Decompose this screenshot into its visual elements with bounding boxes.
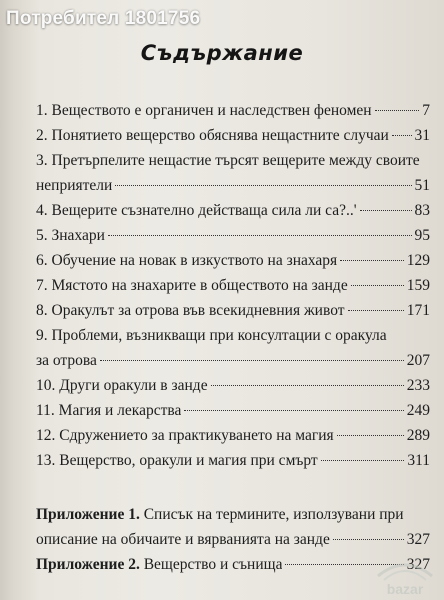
toc-entry-12 — [36, 423, 430, 448]
toc-entry-page: 249 — [406, 402, 430, 419]
toc-entry-page: 31 — [414, 127, 430, 144]
toc-entry-page: 207 — [406, 352, 430, 369]
toc-entry-page: 129 — [406, 252, 430, 269]
toc-entry-7 — [36, 273, 430, 298]
toc-entry-title: 11. Магия и лекарства — [36, 402, 182, 419]
toc-entry-page: 95 — [414, 227, 430, 244]
toc-entry-1 — [36, 98, 430, 123]
toc-entry-title: 6. Обучение на новак в изкуството на знахаря — [36, 252, 338, 269]
toc-entry-10 — [36, 373, 430, 398]
toc-entry-title: 8. Оракулът за отрова във всекидневния живот — [36, 302, 345, 319]
appendix-title-line2: описание на обичаите и вярванията на занде — [36, 531, 330, 548]
toc-entry-title: 7. Мястото на знахарите в обществото на занде — [36, 277, 348, 294]
toc-entry-title-line2: неприятели — [36, 177, 113, 194]
toc-entry-6 — [36, 248, 430, 273]
appendix-entry-1 — [36, 502, 430, 552]
toc-entry-page: 233 — [406, 377, 430, 394]
table-of-contents — [36, 98, 430, 473]
bazar-logo-icon — [370, 546, 440, 598]
toc-entry-title: 2. Понятието вещерство обяснява нещастните случаи — [36, 127, 389, 144]
dot-leader — [340, 260, 404, 261]
page-title: Съдържание — [140, 41, 304, 65]
toc-entry-8 — [36, 298, 430, 323]
toc-entry-title: 13. Вещерство, оракули и магия при смърт — [36, 452, 318, 469]
toc-entry-page: 171 — [406, 302, 430, 319]
appendix-page: 327 — [406, 531, 430, 548]
toc-entry-title: 12. Сдружението за практикуването на магия — [36, 427, 334, 444]
toc-entry-title-line1: 3. Претърпелите нещастие търсят вещерите между своите — [36, 152, 420, 169]
toc-entry-title-line2: за отрова — [36, 352, 97, 369]
toc-entry-9 — [36, 323, 430, 373]
dot-leader — [321, 460, 405, 461]
appendix-title-line1: Списък на термините, използувани при — [139, 506, 404, 523]
appendix-label: Приложение 2. — [36, 556, 140, 573]
toc-entry-5 — [36, 223, 430, 248]
toc-entry-title: 1. Веществото е органичен и наследствен феномен — [36, 102, 372, 119]
toc-entry-3 — [36, 148, 430, 198]
toc-entry-title: 5. Знахари — [36, 227, 105, 244]
toc-entry-2 — [36, 123, 430, 148]
toc-entry-page: 159 — [406, 277, 430, 294]
toc-entry-title-line1: 9. Проблеми, възникващи при консултации с оракула — [36, 327, 387, 344]
toc-entry-title: 4. Вещерите съзнателно действаща сила ли са?..' — [36, 202, 357, 219]
dot-leader — [100, 360, 404, 361]
appendix-page: 327 — [406, 556, 430, 573]
dot-leader — [375, 110, 420, 111]
dot-leader — [115, 185, 411, 186]
sticker-text: bazar — [386, 581, 424, 597]
dot-leader — [337, 435, 404, 436]
dot-leader — [348, 310, 404, 311]
toc-entry-page: 7 — [422, 102, 430, 119]
toc-entry-page: 51 — [414, 177, 430, 194]
dot-leader — [108, 235, 412, 236]
dot-leader — [351, 285, 404, 286]
dot-leader — [333, 539, 404, 540]
dot-leader — [184, 410, 403, 411]
toc-entry-page: 311 — [407, 452, 430, 469]
user-watermark: Потребител 1801756 — [6, 8, 201, 29]
dot-leader — [360, 210, 412, 211]
appendix-title: Вещерство и сънища — [139, 556, 283, 573]
appendix-label: Приложение 1. — [36, 506, 140, 523]
toc-entry-13 — [36, 448, 430, 473]
toc-entry-page: 289 — [406, 427, 430, 444]
dot-leader — [211, 385, 404, 386]
toc-entry-title: 10. Други оракули в занде — [36, 377, 208, 394]
toc-entry-11 — [36, 398, 430, 423]
toc-entry-page: 83 — [414, 202, 430, 219]
dot-leader — [392, 135, 412, 136]
toc-entry-4 — [36, 198, 430, 223]
